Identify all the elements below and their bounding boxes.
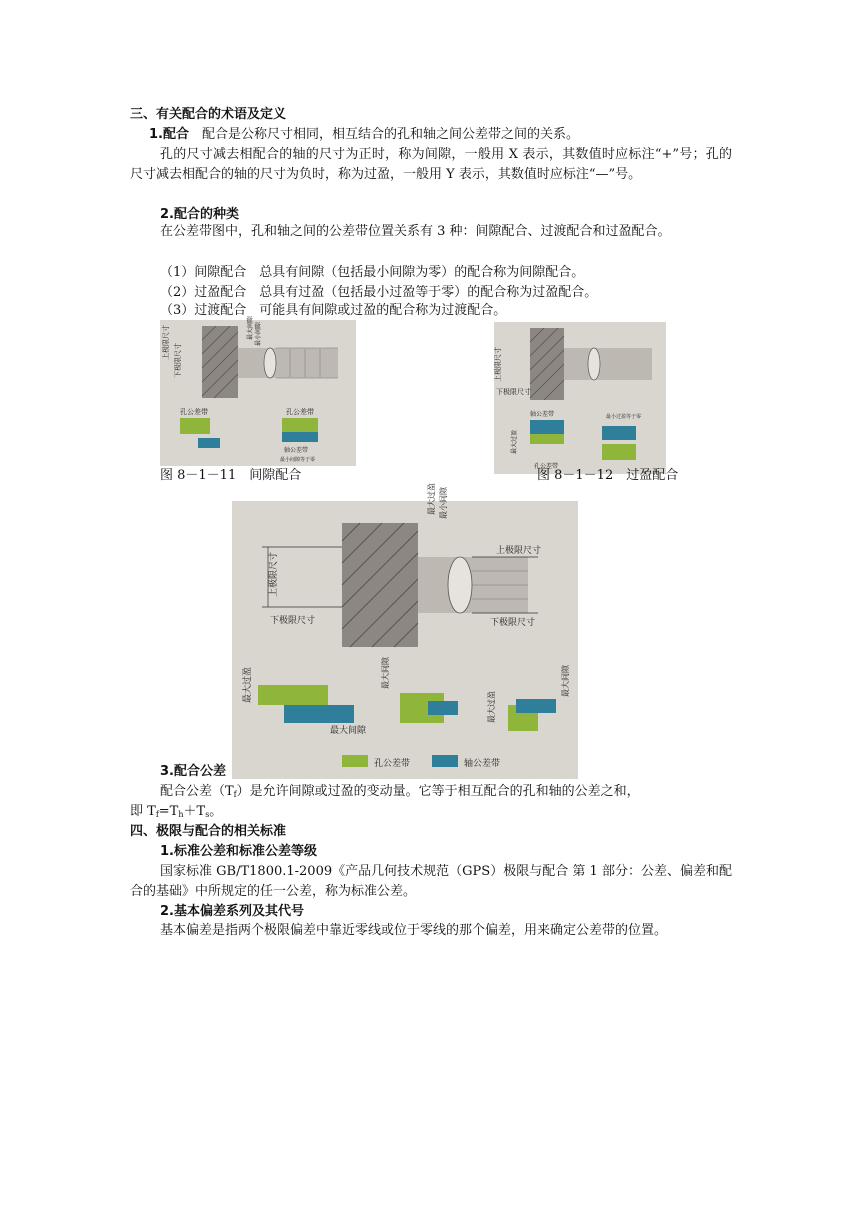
sub-f: f bbox=[233, 790, 237, 799]
label-upper-limit-left: 上极限尺寸 bbox=[269, 551, 279, 597]
label-min-clearance: 最小间隙 bbox=[439, 487, 448, 519]
term-fit bbox=[149, 125, 579, 145]
formula-sub-h: h bbox=[178, 810, 184, 819]
legend-hole-label: 孔公差带 bbox=[374, 759, 411, 769]
formula-sub-s: s bbox=[205, 810, 210, 819]
label-min-clearance: 最小间隙 bbox=[255, 321, 262, 346]
label-min-interference-zero: 最小过盈等于零 bbox=[606, 414, 642, 420]
hole-part-shape bbox=[202, 326, 238, 398]
formula-part-c: ＋T bbox=[183, 804, 206, 819]
fundamental-deviation-heading: 2.基本偏差系列及其代号 bbox=[160, 904, 304, 919]
fit-tolerance-heading: 3.配合公差 bbox=[160, 764, 226, 779]
label-lower-limit: 下极限尺寸 bbox=[496, 388, 531, 396]
figure-transition-fit bbox=[232, 483, 578, 779]
label-hole-band: 孔公差带 bbox=[180, 408, 208, 416]
label-lower-limit: 下极限尺寸 bbox=[174, 343, 182, 378]
label-max-interference-top: 最大过盈 bbox=[427, 483, 436, 515]
fit-types-heading: 2.配合的种类 bbox=[160, 207, 239, 222]
label-max-clearance-2: 最大间隙 bbox=[381, 657, 390, 689]
shaft-band-1 bbox=[284, 705, 354, 723]
clearance-interference-paragraph: 孔的尺寸减去相配合的轴的尺寸为正时，称为间隙，一般用 X 表示，其数值时应标注“+”号；孔的尺寸减去相配合的轴的尺寸为负时，称为过盈，一般用 Y 表示，其数值时应标注“—”号。 bbox=[130, 147, 732, 182]
label-shaft-band: 轴公差带 bbox=[530, 411, 555, 418]
fit-kind-transition: （3）过渡配合 可能具有间隙或过盈的配合称为过渡配合。 bbox=[160, 303, 507, 318]
fit-tolerance-body bbox=[160, 782, 640, 805]
formula-part-a: 即 T bbox=[130, 804, 156, 819]
fit-tolerance-text-2: ）是允许间隙或过盈的变动量。它等于相互配合的孔和轴的公差之和， bbox=[236, 784, 640, 799]
section-4-title: 四、极限与配合的相关标准 bbox=[130, 824, 287, 839]
term-fit-head: 1.配合 bbox=[149, 127, 189, 142]
label-upper-limit: 上极限尺寸 bbox=[494, 347, 502, 382]
fundamental-deviation-paragraph: 基本偏差是指两个极限偏差中靠近零线或位于零线的那个偏差，用来确定公差带的位置。 bbox=[160, 923, 668, 938]
standard-tolerance-heading: 1.标准公差和标准公差等级 bbox=[160, 844, 317, 859]
fit-tolerance-text-1: 配合公差（T bbox=[160, 784, 234, 799]
legend-hole-swatch bbox=[342, 755, 368, 767]
section-3-title: 三、有关配合的术语及定义 bbox=[130, 107, 287, 122]
label-upper-limit: 上极限尺寸 bbox=[162, 325, 170, 360]
shaft-band-3 bbox=[516, 699, 556, 713]
shaft-shape bbox=[238, 348, 338, 378]
hole-band-1 bbox=[258, 685, 328, 705]
label-max-interference: 最大过盈 bbox=[511, 429, 518, 454]
figure-clearance-fit bbox=[160, 315, 356, 466]
fit-kind-clearance: （1）间隙配合 总具有间隙（包括最小间隙为零）的配合称为间隙配合。 bbox=[160, 265, 585, 280]
label-min-clearance-zero: 最小间隙等于零 bbox=[280, 457, 316, 463]
label-upper-limit-right: 上极限尺寸 bbox=[496, 546, 542, 556]
figure-caption-clearance: 图 8－1－11 间隙配合 bbox=[160, 468, 302, 483]
label-max-clearance-3: 最大间隙 bbox=[561, 665, 570, 697]
fit-kind-interference: （2）过盈配合 总具有过盈（包括最小过盈等于零）的配合称为过盈配合。 bbox=[160, 285, 598, 300]
label-max-interference-1: 最大过盈 bbox=[243, 666, 253, 703]
label-lower-limit-left: 下极限尺寸 bbox=[270, 616, 316, 626]
label-max-clearance-1: 最大间隙 bbox=[330, 726, 367, 736]
formula-sub-f: f bbox=[155, 810, 159, 819]
hole-tolerance-band bbox=[180, 418, 210, 434]
shaft-band-2 bbox=[428, 701, 458, 715]
figure-interference-fit bbox=[494, 322, 666, 474]
term-fit-body: 配合是公称尺寸相同，相互结合的孔和轴之间公差带之间的关系。 bbox=[202, 127, 580, 142]
label-max-clearance: 最大间隙 bbox=[247, 315, 254, 340]
formula-part-b: =T bbox=[158, 804, 179, 819]
label-lower-limit-right: 下极限尺寸 bbox=[490, 618, 536, 628]
label-shaft-band: 轴公差带 bbox=[284, 447, 309, 454]
fit-types-paragraph: 在公差带图中，孔和轴之间的公差带位置关系有 3 种：间隙配合、过渡配合和过盈配合。 bbox=[160, 224, 671, 239]
shaft-tolerance-band bbox=[198, 438, 220, 448]
label-hole-band-2: 孔公差带 bbox=[286, 408, 314, 416]
legend-shaft-swatch bbox=[432, 755, 458, 767]
label-max-interference-3: 最大过盈 bbox=[487, 691, 496, 723]
figure-caption-interference: 图 8－1－12 过盈配合 bbox=[537, 468, 679, 483]
label-hole-band: 孔公差带 bbox=[534, 463, 559, 470]
formula-end: 。 bbox=[209, 804, 223, 819]
standard-tolerance-paragraph: 国家标准 GB/T1800.1-2009《产品几何技术规范（GPS）极限与配合 第 1 部分：公差、偏差和配合的基础》中所规定的任一公差，称为标准公差。 bbox=[130, 864, 732, 899]
legend-shaft-label: 轴公差带 bbox=[464, 759, 501, 769]
